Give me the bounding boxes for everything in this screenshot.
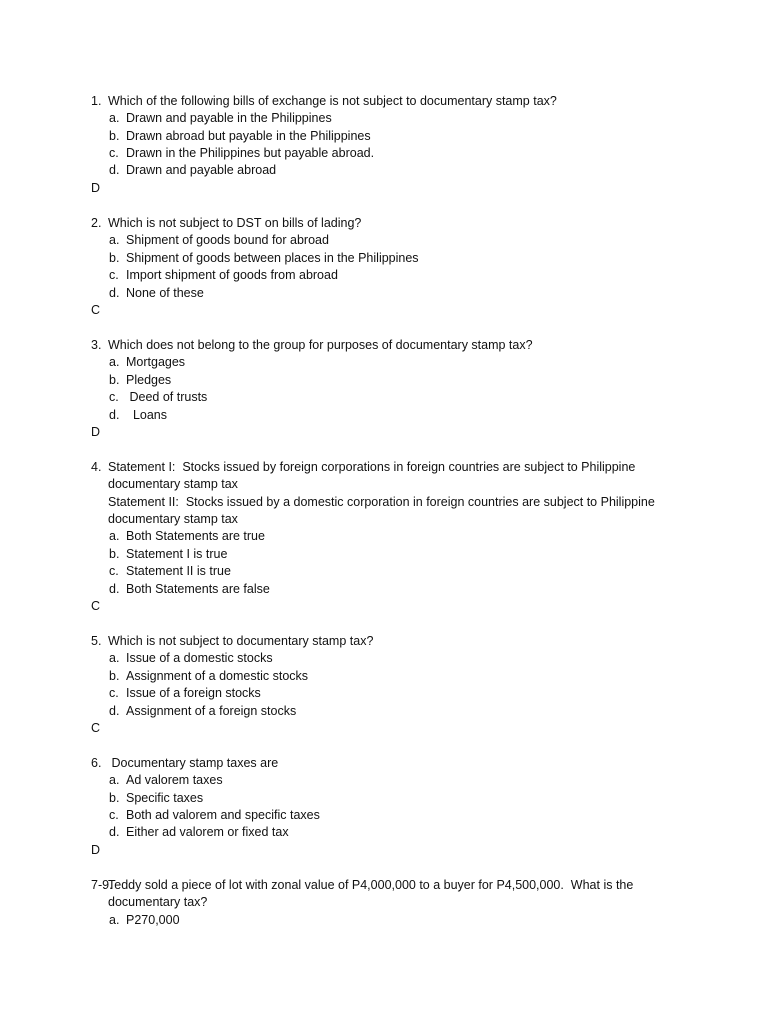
option-text: Shipment of goods between places in the Philippines	[126, 251, 419, 265]
option-text: Specific taxes	[126, 791, 204, 805]
option-text: Both Statements are false	[126, 582, 270, 596]
question-text: documentary stamp tax	[108, 512, 238, 526]
option-letter: d.	[109, 582, 120, 596]
option-text: Issue of a domestic stocks	[126, 651, 273, 665]
option-letter: b.	[109, 373, 120, 387]
option-text: Assignment of a domestic stocks	[126, 669, 309, 683]
option-letter: d.	[109, 286, 120, 300]
option-text: Both ad valorem and specific taxes	[126, 808, 320, 822]
question-number: 6.	[91, 756, 102, 770]
option-letter: b.	[109, 129, 120, 143]
option-letter: d.	[109, 408, 120, 422]
option-letter: a.	[109, 773, 120, 787]
option-text: Statement II is true	[126, 564, 231, 578]
question-text: Statement II: Stocks issued by a domestic corporation in foreign countries are subject to Philippine	[108, 495, 655, 509]
answer-key: D	[91, 181, 101, 195]
answer-key: C	[91, 599, 101, 613]
question-text: Which of the following bills of exchange is not subject to documentary stamp tax?	[108, 94, 557, 108]
question-text: Which is not subject to documentary stamp tax?	[108, 634, 374, 648]
option-text: Ad valorem taxes	[126, 773, 223, 787]
option-text: Drawn in the Philippines but payable abroad.	[126, 146, 375, 160]
option-letter: a.	[109, 111, 120, 125]
option-text: Both Statements are true	[126, 529, 265, 543]
option-letter: c.	[109, 564, 119, 578]
option-letter: a.	[109, 913, 120, 927]
option-text: Drawn abroad but payable in the Philippines	[126, 129, 371, 143]
option-letter: b.	[109, 669, 120, 683]
question-text: documentary tax?	[108, 895, 208, 909]
question-number: 2.	[91, 216, 102, 230]
option-letter: b.	[109, 547, 120, 561]
option-letter: a.	[109, 529, 120, 543]
option-text: Deed of trusts	[126, 390, 208, 404]
question-text: Teddy sold a piece of lot with zonal value of P4,000,000 to a buyer for P4,500,000. What is the	[108, 878, 634, 892]
option-letter: d.	[109, 704, 120, 718]
option-text: Import shipment of goods from abroad	[126, 268, 338, 282]
question-number: 3.	[91, 338, 102, 352]
option-text: None of these	[126, 286, 204, 300]
option-text: Assignment of a foreign stocks	[126, 704, 297, 718]
option-text: P270,000	[126, 913, 180, 927]
answer-key: D	[91, 425, 101, 439]
option-letter: c.	[109, 686, 119, 700]
option-letter: a.	[109, 355, 120, 369]
option-letter: d.	[109, 163, 120, 177]
question-text: documentary stamp tax	[108, 477, 238, 491]
option-text: Pledges	[126, 373, 172, 387]
answer-key: C	[91, 303, 101, 317]
question-number: 4.	[91, 460, 102, 474]
option-text: Statement I is true	[126, 547, 228, 561]
option-letter: d.	[109, 825, 120, 839]
option-text: Shipment of goods bound for abroad	[126, 233, 329, 247]
option-letter: b.	[109, 791, 120, 805]
option-letter: c.	[109, 268, 119, 282]
option-letter: a.	[109, 651, 120, 665]
option-text: Loans	[126, 408, 168, 422]
answer-key: D	[91, 843, 101, 857]
option-text: Drawn and payable in the Philippines	[126, 111, 332, 125]
option-letter: c.	[109, 808, 119, 822]
question-text: Documentary stamp taxes are	[108, 756, 279, 770]
option-letter: c.	[109, 146, 119, 160]
question-number: 5.	[91, 634, 102, 648]
answer-key: C	[91, 721, 101, 735]
option-text: Issue of a foreign stocks	[126, 686, 261, 700]
option-letter: b.	[109, 251, 120, 265]
option-text: Mortgages	[126, 355, 186, 369]
question-text: Which is not subject to DST on bills of lading?	[108, 216, 362, 230]
question-number: 1.	[91, 94, 102, 108]
option-letter: c.	[109, 390, 119, 404]
option-letter: a.	[109, 233, 120, 247]
option-text: Drawn and payable abroad	[126, 163, 277, 177]
question-number: 7-9.	[91, 878, 113, 892]
option-text: Either ad valorem or fixed tax	[126, 825, 289, 839]
question-text: Statement I: Stocks issued by foreign corporations in foreign countries are subject to Philippine	[108, 460, 636, 474]
question-text: Which does not belong to the group for purposes of documentary stamp tax?	[108, 338, 533, 352]
